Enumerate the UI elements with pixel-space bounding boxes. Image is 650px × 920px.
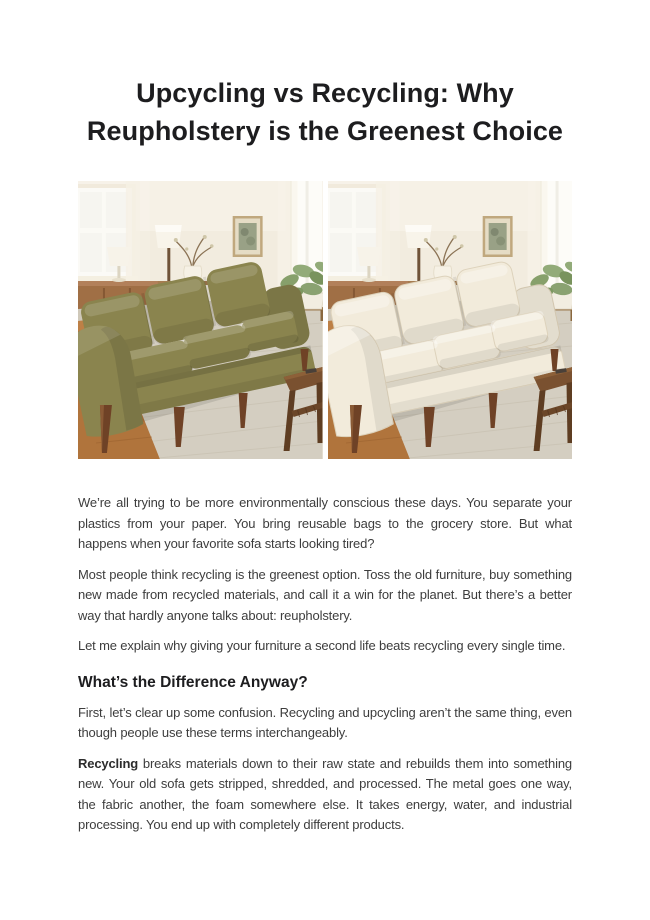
intro-paragraph-1: We’re all trying to be more environmentally conscious these days. You separate your plastics from your paper. You bring reusable bags to the grocery store. But what happens when your favorite sofa starts looking tired? — [78, 495, 572, 551]
living-room-scene-after — [328, 181, 573, 459]
before-after-figure — [78, 181, 572, 459]
section-heading: What’s the Difference Anyway? — [78, 673, 308, 691]
picture-frame — [233, 216, 263, 257]
recycling-term: Recycling — [78, 755, 139, 771]
left-window — [78, 181, 150, 289]
picture-frame — [482, 216, 512, 257]
photo-green-sofa-before — [78, 181, 323, 459]
living-room-scene-before — [78, 181, 323, 459]
title-line-1: Upcycling vs Recycling: Why — [136, 78, 514, 108]
title-line-2: Reupholstery is the Greenest Choice — [86, 116, 564, 146]
section-paragraph-2-text: breaks materials down to their raw state and rebuilds them into something new. Your old sofa gets stripped, shredded, and processed. The metal goes one way, the fabric another, the foam somewhere else. It takes energy, water, and industrial processing. You end up with completely different products. — [78, 755, 572, 832]
intro-paragraph-2: Most people think recycling is the greenest option. Toss the old furniture, buy something new made from recycled materials, and call it a win for the planet. But there’s a better way that hardly anyone talks about: reupholstery. — [78, 566, 572, 623]
section-paragraph-1: First, let’s clear up some confusion. Recycling and upcycling aren’t the same thing, even though people use these terms interchangeably. — [78, 704, 572, 740]
section-paragraph-2 — [78, 754, 572, 836]
left-window — [328, 181, 400, 289]
intro-paragraph-3: Let me explain why giving your furniture a second life beats recycling every single time. — [78, 638, 566, 653]
page-title — [78, 0, 572, 150]
article-body — [78, 493, 572, 836]
photo-cream-sofa-after — [328, 181, 573, 459]
